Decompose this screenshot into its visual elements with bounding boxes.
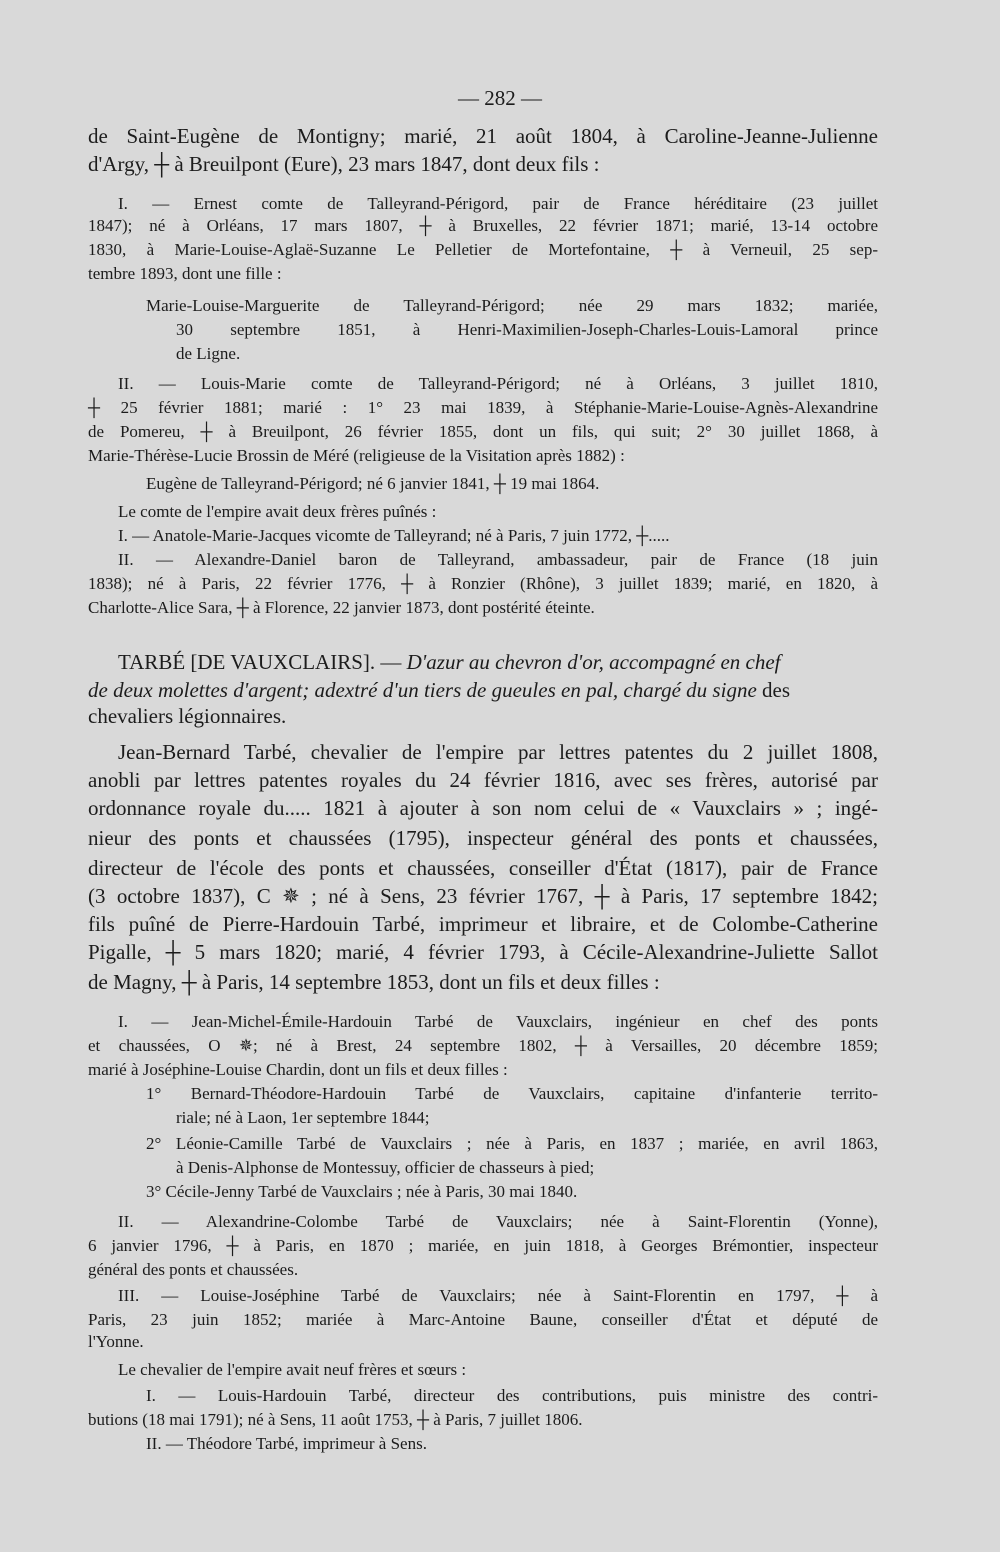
text-line: d'Argy, ┼ à Breuilpont (Eure), 23 mars 1847, dont deux fils : xyxy=(88,152,600,176)
text-line: III. — Louise-Joséphine Tarbé de Vauxclairs; née à Saint-Florentin en 1797, ┼ à xyxy=(118,1286,878,1305)
text-line: (3 octobre 1837), C ✵ ; né à Sens, 23 février 1767, ┼ à Paris, 17 septembre 1842; xyxy=(88,884,878,908)
text-line: fils puîné de Pierre-Hardouin Tarbé, imprimeur et libraire, et de Colombe-Catherine xyxy=(88,912,878,936)
text-line: 1838); né à Paris, 22 février 1776, ┼ à Ronzier (Rhône), 3 juillet 1839; marié, en 1820, à xyxy=(88,574,878,593)
family-name: TARBÉ [DE VAUXCLAIRS]. xyxy=(118,650,376,674)
text-line: Eugène de Talleyrand-Périgord; né 6 janvier 1841, ┼ 19 mai 1864. xyxy=(146,474,600,493)
text-line: I. — Jean-Michel-Émile-Hardouin Tarbé de Vauxclairs, ingénieur en chef des ponts xyxy=(118,1012,878,1031)
text-line: II. — Alexandrine-Colombe Tarbé de Vauxclairs; née à Saint-Florentin (Yonne), xyxy=(118,1212,878,1231)
text-line: 1° Bernard-Théodore-Hardouin Tarbé de Vauxclairs, capitaine d'infanterie territo- xyxy=(146,1084,878,1103)
text-line: Marie-Thérèse-Lucie Brossin de Méré (religieuse de la Visitation après 1882) : xyxy=(88,446,625,465)
blazon: D'azur au chevron d'or, accompagné en chef xyxy=(406,650,781,674)
text-line: 30 septembre 1851, à Henri-Maximilien-Joseph-Charles-Louis-Lamoral prince xyxy=(176,320,878,339)
text-line: II. — Théodore Tarbé, imprimeur à Sens. xyxy=(146,1434,427,1453)
text-line: 1830, à Marie-Louise-Aglaë-Suzanne Le Pelletier de Mortefontaine, ┼ à Verneuil, 25 sep- xyxy=(88,240,878,259)
text-line: Paris, 23 juin 1852; mariée à Marc-Antoine Baune, conseiller d'État et député de xyxy=(88,1310,878,1329)
text-line: Charlotte-Alice Sara, ┼ à Florence, 22 janvier 1873, dont postérité éteinte. xyxy=(88,598,595,617)
text-line: ordonnance royale du..... 1821 à ajouter à son nom celui de « Vauxclairs » ; ingé- xyxy=(88,796,878,820)
text-line: et chaussées, O ✵; né à Brest, 24 septembre 1802, ┼ à Versailles, 20 décembre 1859; xyxy=(88,1036,878,1055)
text-line: Jean-Bernard Tarbé, chevalier de l'empire par lettres patentes du 2 juillet 1808, xyxy=(118,740,878,764)
text-line: tembre 1893, dont une fille : xyxy=(88,264,282,283)
text-line: I. — Ernest comte de Talleyrand-Périgord, pair de France héréditaire (23 juillet xyxy=(118,194,878,213)
text-line: de Saint-Eugène de Montigny; marié, 21 août 1804, à Caroline-Jeanne-Julienne xyxy=(88,124,878,148)
text-line: à Denis-Alphonse de Montessuy, officier de chasseurs à pied; xyxy=(176,1158,595,1177)
text-line: général des ponts et chaussées. xyxy=(88,1260,299,1279)
entry-heading-line: chevaliers légionnaires. xyxy=(88,704,287,728)
text-line: de Ligne. xyxy=(176,344,241,363)
text-line: anobli par lettres patentes royales du 24 février 1816, avec ses frères, autorisé par xyxy=(88,768,878,792)
page-number: — 282 — xyxy=(458,86,542,110)
entry-heading-line: de deux molettes d'argent; adextré d'un tiers de gueules en pal, chargé du signe des xyxy=(88,678,791,702)
text-line: I. — Anatole-Marie-Jacques vicomte de Talleyrand; né à Paris, 7 juin 1772, ┼..... xyxy=(118,526,670,545)
entry-heading: TARBÉ [DE VAUXCLAIRS]. — D'azur au chevron d'or, accompagné en chef xyxy=(118,650,781,674)
text-line: 3° Cécile-Jenny Tarbé de Vauxclairs ; née à Paris, 30 mai 1840. xyxy=(146,1182,578,1201)
text-line: de Pomereu, ┼ à Breuilpont, 26 février 1855, dont un fils, qui suit; 2° 30 juillet 1868, à xyxy=(88,422,878,441)
text-line: I. — Louis-Hardouin Tarbé, directeur des contributions, puis ministre des contri- xyxy=(146,1386,878,1405)
text-line: nieur des ponts et chaussées (1795), inspecteur général des ponts et chaussées, xyxy=(88,826,878,850)
text-line: Marie-Louise-Marguerite de Talleyrand-Périgord; née 29 mars 1832; mariée, xyxy=(146,296,878,315)
text-line: 2° Léonie-Camille Tarbé de Vauxclairs ; née à Paris, en 1837 ; mariée, en avril 1863, xyxy=(146,1134,878,1153)
text-line: riale; né à Laon, 1er septembre 1844; xyxy=(176,1108,430,1127)
text-line: marié à Joséphine-Louise Chardin, dont un fils et deux filles : xyxy=(88,1060,508,1079)
text-line: II. — Louis-Marie comte de Talleyrand-Périgord; né à Orléans, 3 juillet 1810, xyxy=(118,374,878,393)
text-line: 1847); né à Orléans, 17 mars 1807, ┼ à Bruxelles, 22 février 1871; marié, 13-14 octobre xyxy=(88,216,878,235)
text-line: Pigalle, ┼ 5 mars 1820; marié, 4 février 1793, à Cécile-Alexandrine-Juliette Sallot xyxy=(88,940,878,964)
text-line: l'Yonne. xyxy=(88,1332,144,1351)
text-line: Le chevalier de l'empire avait neuf frères et sœurs : xyxy=(118,1360,467,1379)
text-line: II. — Alexandre-Daniel baron de Talleyrand, ambassadeur, pair de France (18 juin xyxy=(118,550,878,569)
text-line: butions (18 mai 1791); né à Sens, 11 août 1753, ┼ à Paris, 7 juillet 1806. xyxy=(88,1410,583,1429)
text-line: ┼ 25 février 1881; marié : 1° 23 mai 1839, à Stéphanie-Marie-Louise-Agnès-Alexandrine xyxy=(88,398,878,417)
text-line: 6 janvier 1796, ┼ à Paris, en 1870 ; mariée, en juin 1818, à Georges Brémontier, inspecteur xyxy=(88,1236,878,1255)
text-line: de Magny, ┼ à Paris, 14 septembre 1853, dont un fils et deux filles : xyxy=(88,970,660,994)
text-line: Le comte de l'empire avait deux frères puînés : xyxy=(118,502,437,521)
text-line: directeur de l'école des ponts et chaussées, conseiller d'État (1817), pair de France xyxy=(88,856,878,880)
